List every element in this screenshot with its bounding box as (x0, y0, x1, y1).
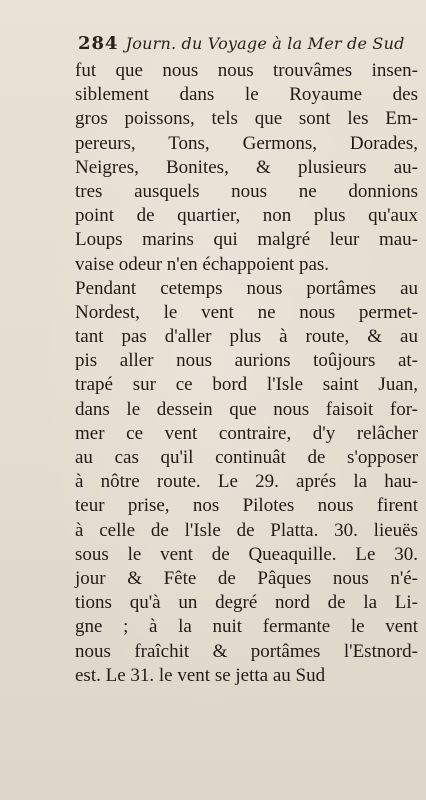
page-number: 284 (78, 33, 119, 54)
text-line: dans le dessein que nous faisoit for- (75, 398, 418, 420)
text-line: pereurs, Tons, Germons, Dorades, (75, 132, 418, 154)
text-line: trapé sur ce bord l'Isle saint Juan, (75, 374, 418, 396)
text-line: jour & Fête de Pâques nous n'é- (75, 567, 418, 589)
text-line: tant pas d'aller plus à route, & au (75, 326, 418, 348)
text-line: tres ausquels nous ne donnions (75, 180, 418, 202)
text-line: sous le vent de Queaquille. Le 30. (75, 543, 418, 565)
text-line: au cas qu'il continuât de s'opposer (75, 447, 418, 468)
text-line: teur prise, nos Pilotes nous firent (75, 495, 418, 517)
text-line: gne ; à la nuit fermante le vent (75, 616, 418, 638)
text-line: fut que nous nous trouvâmes insen- (75, 60, 418, 81)
show-through-mark (112, 700, 162, 722)
text-line: siblement dans le Royaume des (75, 84, 418, 106)
text-line: Neigres, Bonites, & plusieurs au- (75, 156, 418, 178)
text-line: vaise odeur n'en échappoient pas. (75, 253, 330, 275)
text-line: pis aller nous aurions toûjours at- (75, 350, 418, 372)
text-line: Nordest, le vent ne nous permet- (75, 301, 418, 323)
body-text (75, 59, 418, 688)
text-line: tions qu'à un degré nord de la Li- (75, 592, 418, 614)
text-line: mer ce vent contraire, d'y relâcher (75, 422, 418, 444)
running-title: Journ. du Voyage à la Mer de Sud (125, 34, 405, 53)
text-line: nous fraîchit & portâmes l'Estnord- (75, 640, 418, 662)
text-line: est. Le 31. le vent se jetta au Sud (75, 664, 326, 686)
text-line: Pendant cetemps nous portâmes au (75, 277, 418, 299)
text-line: Loups marins qui malgré leur mau- (75, 229, 418, 251)
text-line: à nôtre route. Le 29. aprés la hau- (75, 471, 418, 493)
text-line: gros poissons, tels que sont les Em- (75, 108, 418, 130)
text-line: à celle de l'Isle de Platta. 30. lieuës (75, 519, 418, 541)
text-line: point de quartier, non plus qu'aux (75, 205, 418, 227)
